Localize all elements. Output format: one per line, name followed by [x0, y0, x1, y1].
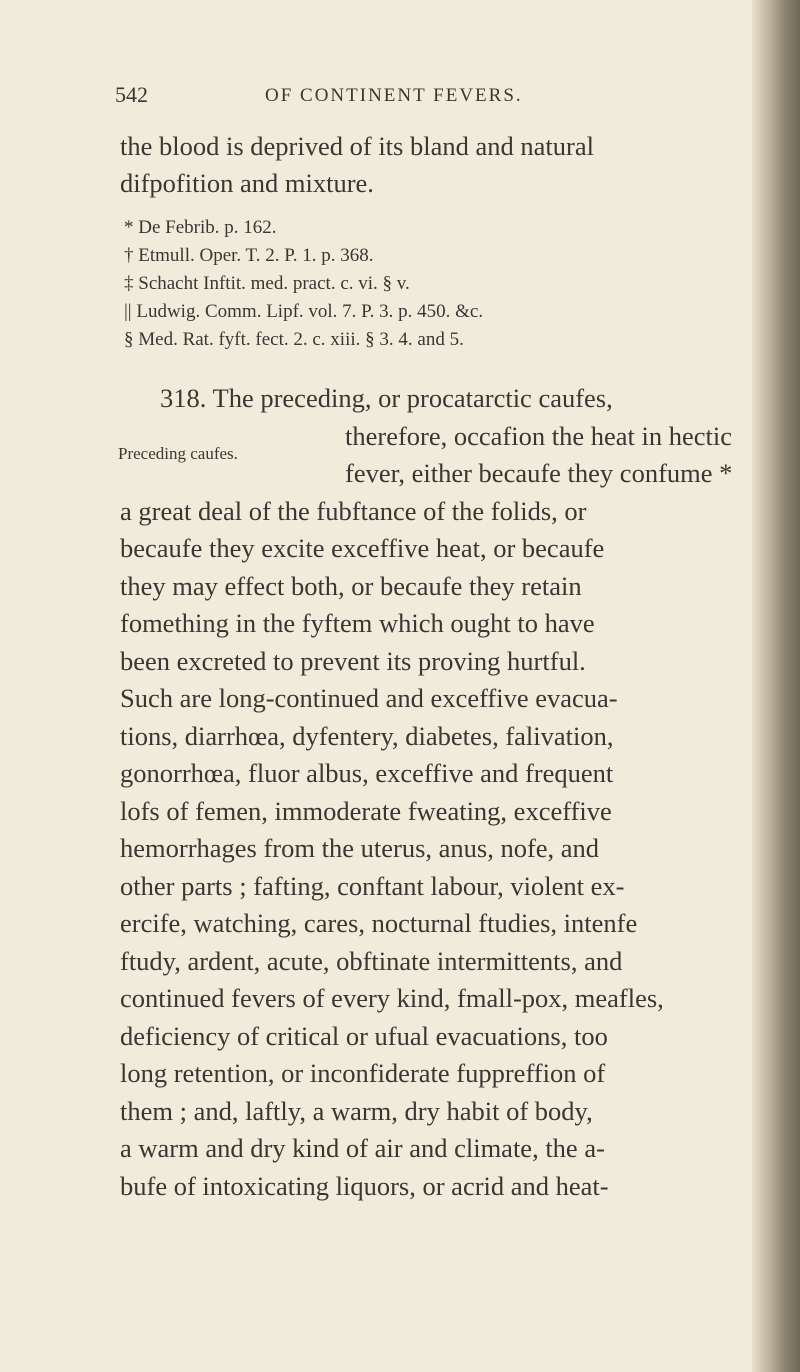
text-line: them ; and, laftly, a warm, dry habit of body,	[120, 1095, 593, 1126]
footnote: § Med. Rat. fyft. fect. 2. c. xiii. § 3. 4. and 5.	[124, 329, 464, 350]
text-line: fomething in the fyftem which ought to have	[120, 608, 595, 638]
text-line: deficiency of critical or ufual evacuations, too	[120, 1020, 608, 1051]
running-title: OF CONTINENT FEVERS.	[265, 85, 523, 106]
text-line: becaufe they excite exceffive heat, or becaufe	[120, 533, 605, 563]
margin-note: Preceding caufes.	[118, 444, 238, 463]
footnote: ‡ Schacht Inftit. med. pract. c. vi. § v.	[124, 273, 410, 294]
text-line: a warm and dry kind of air and climate, the a-	[120, 1133, 605, 1163]
text-line: gonorrhœa, fluor albus, exceffive and frequent	[120, 758, 614, 788]
page-edge-shadow	[752, 0, 800, 1372]
text-line: continued fevers of every kind, fmall-pox, meafles,	[120, 983, 664, 1013]
text-line: tions, diarrhœa, dyfentery, diabetes, falivation,	[120, 720, 614, 751]
continuation-text	[120, 128, 720, 202]
paragraph-318	[120, 380, 740, 1205]
text-line: hemorrhages from the uterus, anus, nofe, and	[120, 833, 600, 863]
text-line: Such are long-continued and exceffive evacua-	[120, 683, 618, 713]
text-line: been excreted to prevent its proving hurtful.	[120, 645, 586, 676]
text-line: fever, either becaufe they confume *	[345, 458, 733, 488]
footnote: * De Febrib. p. 162.	[124, 217, 277, 238]
text-line: ftudy, ardent, acute, obftinate intermittents, and	[120, 945, 623, 976]
text-line: a great deal of the fubftance of the folids, or	[120, 495, 587, 526]
text-line: difpofition and mixture.	[120, 168, 374, 198]
text-line: lofs of femen, immoderate fweating, exceffive	[120, 795, 612, 826]
page-number: 542	[115, 82, 148, 107]
text-line: bufe of intoxicating liquors, or acrid and heat-	[120, 1170, 609, 1201]
text-line: 318. The preceding, or procatarctic caufes,	[160, 383, 613, 413]
footnote: || Ludwig. Comm. Lipf. vol. 7. P. 3. p. 450. &c.	[124, 301, 484, 322]
text-line: they may effect both, or becaufe they retain	[120, 570, 582, 601]
footnote: † Etmull. Oper. T. 2. P. 1. p. 368.	[124, 245, 374, 266]
text-line: the blood is deprived of its bland and natural	[120, 131, 594, 161]
text-line: other parts ; fafting, conftant labour, violent ex-	[120, 870, 625, 901]
text-line: therefore, occafion the heat in hectic	[345, 420, 732, 451]
page-header	[115, 78, 635, 112]
text-line: long retention, or inconfiderate fuppreffion of	[120, 1058, 606, 1088]
footnotes	[124, 214, 684, 354]
text-line: ercife, watching, cares, nocturnal ftudies, intenfe	[120, 908, 638, 938]
